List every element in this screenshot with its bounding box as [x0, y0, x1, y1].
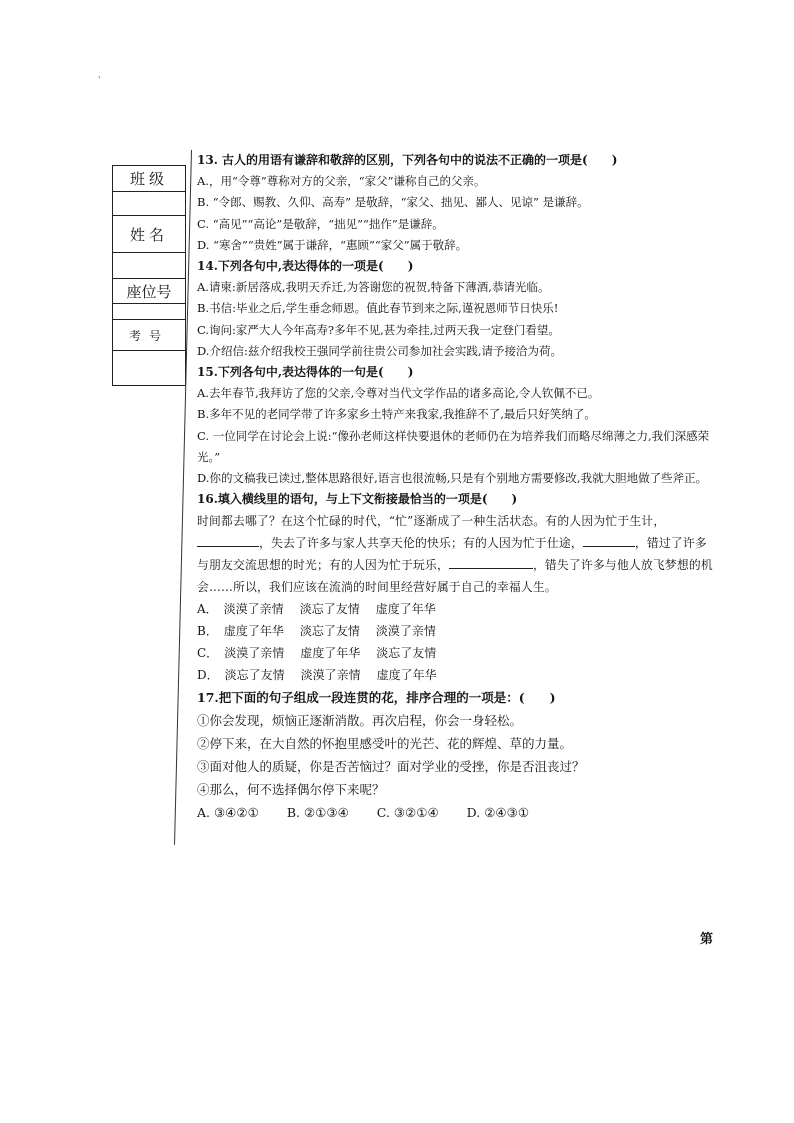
- q16-option-d: D． 淡忘了友情 淡漠了亲情 虚度了年华: [197, 668, 437, 683]
- q14-option-a: A.请柬:新居落成,我明天乔迁,为答谢您的祝贺,特备下薄酒,恭请光临。: [197, 280, 550, 295]
- q16-passage-part2: ，失去了许多与家人共享天伦的快乐；有的人因为忙于仕途，: [259, 536, 583, 551]
- q16-passage-part3: ，错过了许多与朋友交流思想的时光；有的人因为忙于玩乐，: [197, 536, 707, 573]
- q17-sentence-2: ②停下来，在大自然的怀抱里感受叶的光芒、花的辉煌、草的力量。: [197, 736, 573, 752]
- q16-blank-2: [583, 534, 635, 547]
- question-15: [197, 362, 717, 489]
- q16-option-b: B． 虚度了年华 淡忘了友情 淡漠了亲情: [197, 624, 436, 639]
- q17-sentence-4: ④那么，何不选择偶尔停下来呢？: [197, 782, 385, 798]
- q17-stem: 17.把下面的句子组成一段连贯的花，排序合理的一项是：( ): [197, 690, 556, 706]
- q16-blank-3: [449, 556, 533, 569]
- q14-stem: 14.下列各句中,表达得体的一项是( ): [197, 259, 414, 274]
- seat-field[interactable]: [113, 304, 186, 320]
- q17-options: [197, 801, 717, 824]
- question-17: [197, 686, 717, 824]
- q16-passage: [197, 510, 717, 598]
- question-13: [197, 150, 717, 256]
- class-field[interactable]: [113, 192, 186, 216]
- q17-option-d: D. ②④③①: [466, 805, 530, 821]
- q14-option-c: C.询问:家严大人今年高寿?多年不见,甚为牵挂,过两天我一定登门看望。: [197, 322, 560, 337]
- q16-passage-part1: 时间都去哪了？在这个忙碌的时代，“忙”逐渐成了一种生活状态。有的人因为忙于生计，: [197, 514, 666, 529]
- q17-sentence-1: ①你会发现，烦恼正逐渐消散。再次启程，你会一身轻松。: [197, 713, 523, 729]
- q15-option-c: C. 一位同学在讨论会上说:“像孙老师这样快要退休的老师仍在为培养我们而略尽绵薄之力,我们深感荣光。”: [197, 428, 710, 464]
- q16-option-a: A． 淡漠了亲情 淡忘了友情 虚度了年华: [197, 602, 436, 617]
- q17-option-a: A. ③④②①: [197, 805, 259, 821]
- exam-no-label: 考号: [113, 320, 186, 351]
- q13-option-c: C. “高见”“高论”是敬辞，“拙见”“拙作”是谦辞。: [197, 216, 444, 231]
- q14-option-d: D.介绍信:兹介绍我校王强同学前往贵公司参加社会实践,请予接洽为荷。: [197, 343, 562, 358]
- question-area: [197, 150, 717, 824]
- q15-option-a: A.去年春节,我拜访了您的父亲,令尊对当代文学作品的诸多高论,令人钦佩不已。: [197, 386, 600, 401]
- name-label: 姓名: [113, 216, 186, 253]
- q16-blank-1: [197, 534, 259, 547]
- class-label: 班级: [113, 166, 186, 192]
- q13-option-d: D. “寒舍”“贵姓”属于谦辞，“惠顾”“家父”属于敬辞。: [197, 237, 468, 252]
- q15-option-d: D.你的文稿我已读过,整体思路很好,语言也很流畅,只是有个别地方需要修改,我就大胆地做了些斧正。: [197, 471, 708, 486]
- exam-no-field[interactable]: [113, 351, 186, 386]
- q16-passage-part4: ，错失了许多与他人放飞梦想的机会……所以，我们应该在流淌的时间里经营好属于自己的幸福人生。: [197, 558, 713, 595]
- q17-option-c: C. ③②①④: [376, 805, 439, 821]
- q16-stem: 16.填入横线里的语句，与上下文衔接最恰当的一项是( ): [197, 492, 518, 507]
- q13-stem: 13. 古人的用语有谦辞和敬辞的区别，下列各句中的说法不正确的一项是( ): [197, 153, 618, 167]
- student-info-box: [112, 165, 186, 386]
- q16-option-c: C． 淡漠了亲情 虚度了年华 淡忘了友情: [197, 646, 437, 661]
- q13-option-a: A.，用“令尊”尊称对方的父亲，“家父”谦称自己的父亲。: [197, 174, 486, 189]
- question-14: [197, 256, 717, 362]
- q17-option-b: B. ②①③④: [286, 805, 349, 821]
- stray-mark: ': [98, 76, 101, 86]
- seat-label: 座位号: [113, 279, 186, 304]
- name-field[interactable]: [113, 253, 186, 279]
- page-mark: 第: [700, 932, 714, 947]
- q13-option-b: B. “令郎、赐教、久仰、高寿” 是敬辞，“家父、拙见、鄙人、见谅” 是谦辞。: [197, 195, 589, 210]
- q15-stem: 15.下列各句中,表达得体的一句是( ): [197, 365, 414, 380]
- q14-option-b: B.书信:毕业之后,学生垂念师恩。值此春节到来之际,谨祝恩师节日快乐!: [197, 301, 559, 316]
- q15-option-b: B.多年不见的老同学带了许多家乡土特产来我家,我推辞不了,最后只好笑纳了。: [197, 407, 596, 422]
- q17-sentence-3: ③面对他人的质疑，你是否苦恼过？面对学业的受挫，你是否沮丧过？: [197, 759, 585, 775]
- question-16: [197, 489, 717, 686]
